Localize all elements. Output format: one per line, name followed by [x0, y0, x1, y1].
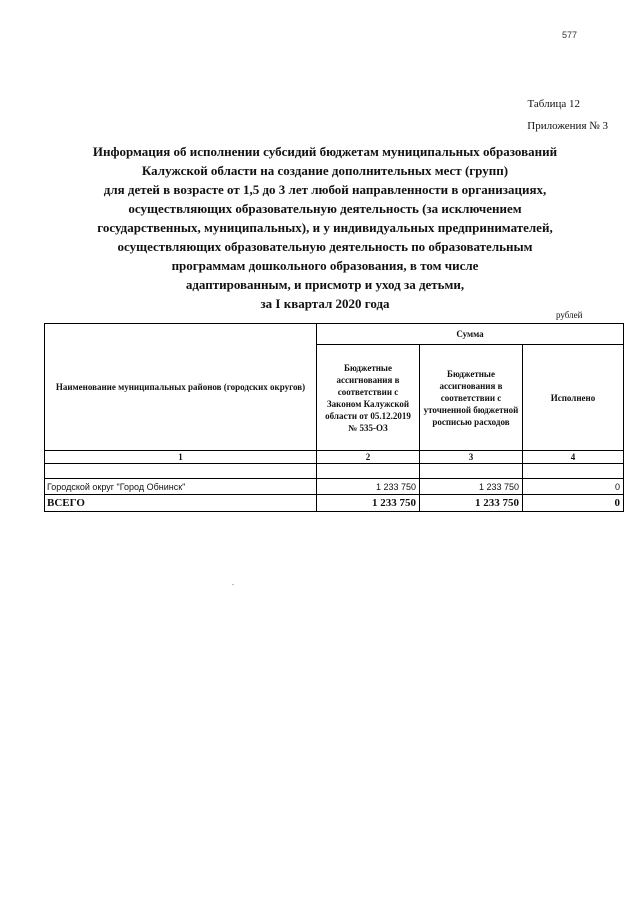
total-refined-allocation: 1 233 750 [420, 495, 523, 512]
total-executed: 0 [523, 495, 624, 512]
title-line: осуществляющих образовательную деятельность по образовательным [117, 239, 533, 254]
spacer-row [45, 464, 624, 479]
total-row [45, 495, 624, 512]
page-number: 577 [562, 30, 578, 40]
municipality-name: Городской округ "Город Обнинск" [45, 479, 317, 495]
document-title [60, 142, 590, 313]
units-label: рублей [556, 310, 583, 320]
title-line: Калужской области на создание дополнительных мест (групп) [141, 163, 509, 178]
refined-allocation-value: 1 233 750 [420, 479, 523, 495]
header-executed: Исполнено [523, 345, 624, 451]
title-line: для детей в возрасте от 1,5 до 3 лет любой направленности в организациях, [103, 182, 547, 197]
total-law-allocation: 1 233 750 [317, 495, 420, 512]
column-number: 2 [317, 451, 420, 464]
header-sum: Сумма [317, 324, 624, 345]
title-line: осуществляющих образовательную деятельность (за исключением [128, 201, 522, 216]
subsidy-table [44, 323, 624, 512]
table-row [45, 479, 624, 495]
executed-value: 0 [523, 479, 624, 495]
table-label: Таблица 12 [527, 98, 580, 110]
column-number: 1 [45, 451, 317, 464]
title-line: Информация об исполнении субсидий бюджетам муниципальных образований [92, 144, 558, 159]
scan-speck [232, 584, 234, 585]
appendix-label: Приложения № 3 [527, 120, 608, 132]
header-refined-allocation: Бюджетные ассигнования в соответствии с уточненной бюджетной росписью расходов [420, 345, 523, 451]
title-line: за I квартал 2020 года [260, 296, 390, 311]
title-line: адаптированным, и присмотр и уход за детьми, [185, 277, 465, 292]
title-line: программам дошкольного образования, в том числе [171, 258, 479, 273]
column-number: 3 [420, 451, 523, 464]
law-allocation-value: 1 233 750 [317, 479, 420, 495]
column-number: 4 [523, 451, 624, 464]
header-law-allocation: Бюджетные ассигнования в соответствии с Законом Калужской области от 05.12.2019 № 535-ОЗ [317, 345, 420, 451]
total-label: ВСЕГО [45, 495, 317, 512]
header-municipality-name: Наименование муниципальных районов (городских округов) [45, 324, 317, 451]
title-line: государственных, муниципальных), и у индивидуальных предпринимателей, [97, 220, 553, 235]
